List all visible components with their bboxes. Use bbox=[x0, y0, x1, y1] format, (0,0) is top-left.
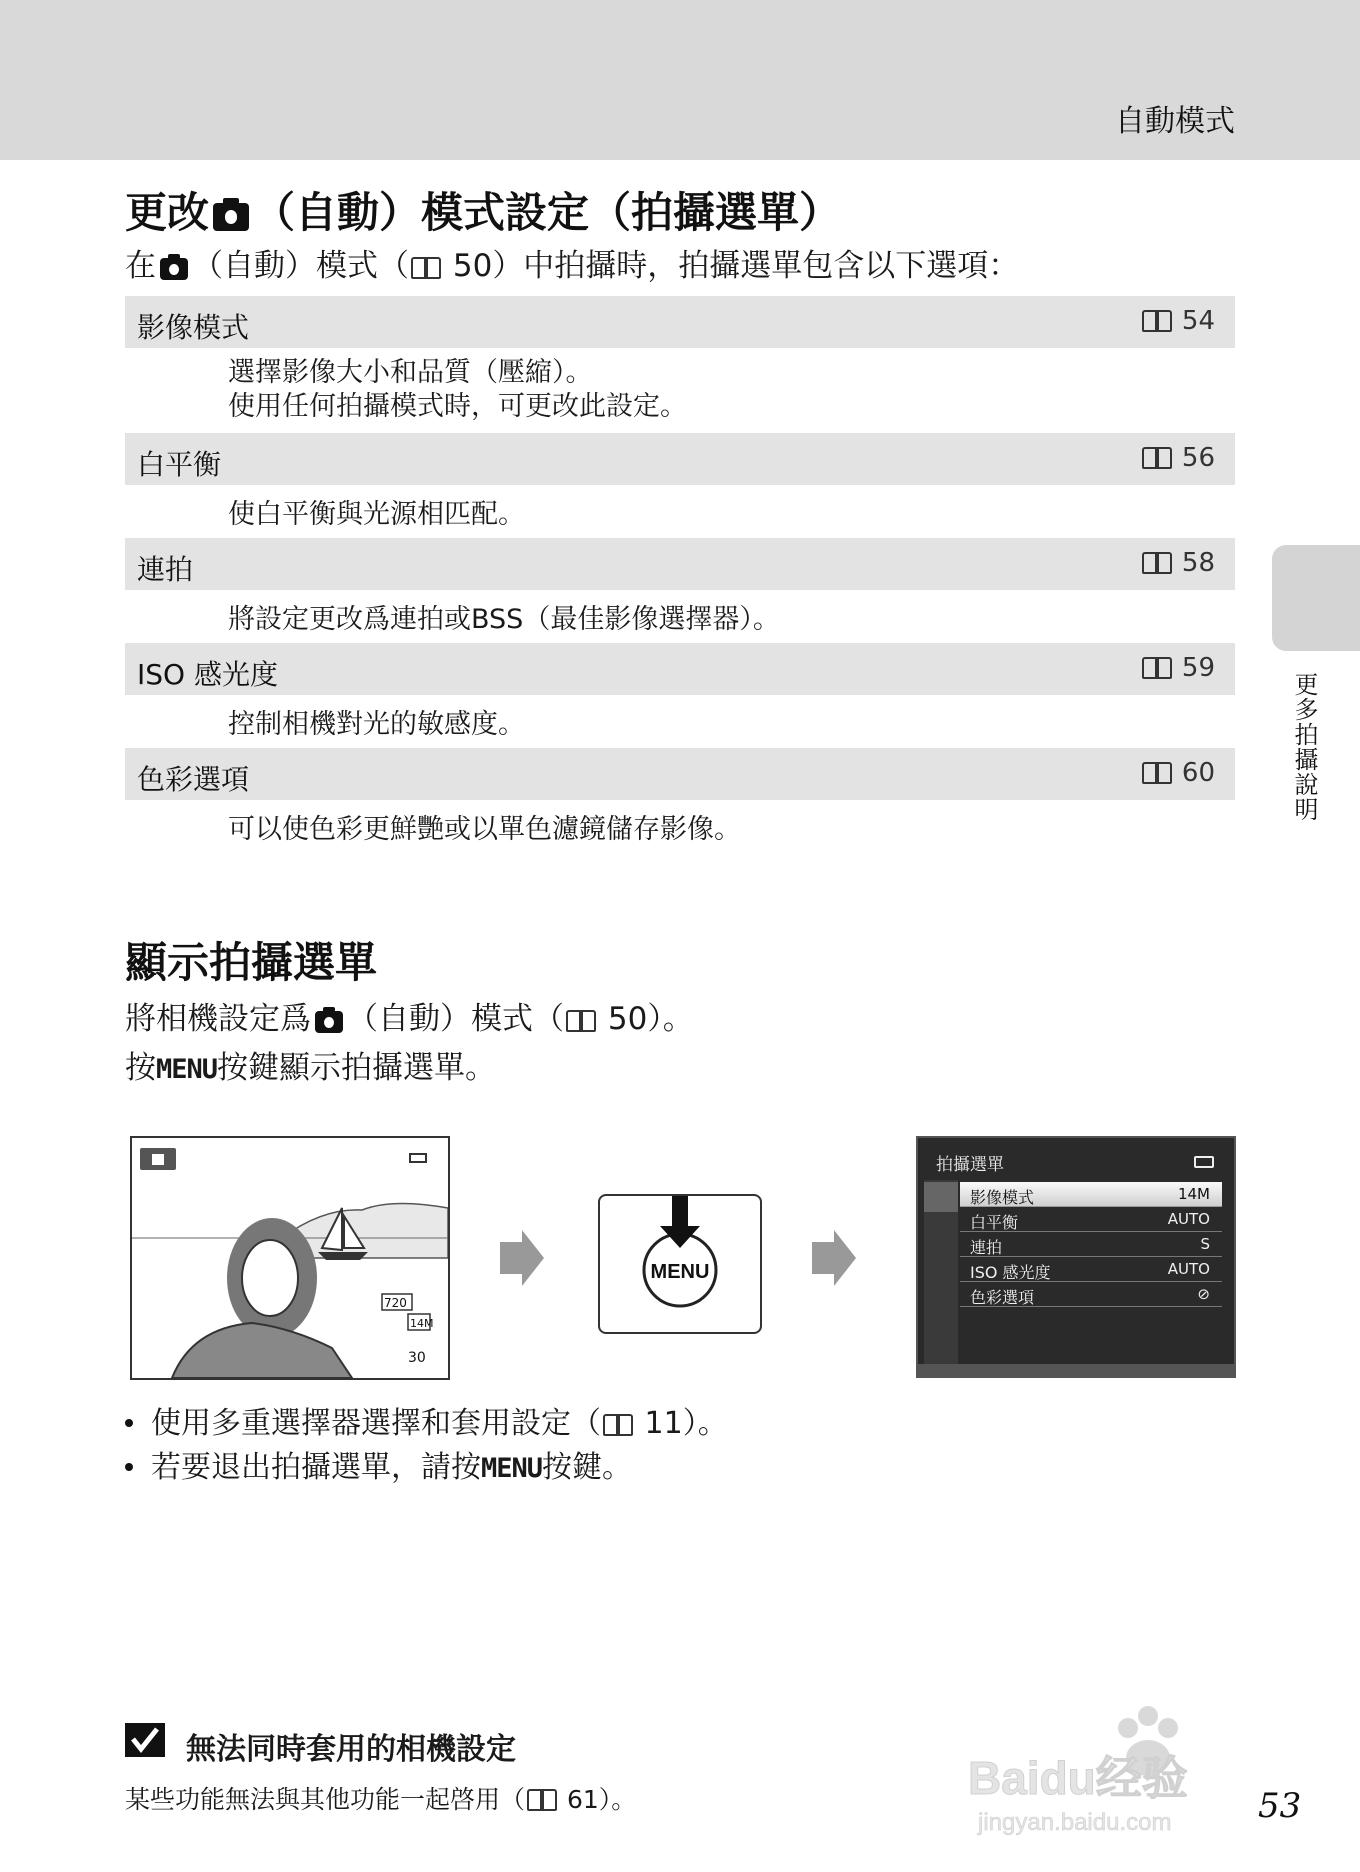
shots-remaining-readout: 30 bbox=[408, 1350, 426, 1366]
menu-button-label: MENU bbox=[650, 1261, 710, 1283]
lcd-footer-bar bbox=[918, 1364, 1234, 1376]
lcd-item-label: ISO 感光度 bbox=[970, 1263, 1051, 1282]
shooting-menu-screen bbox=[916, 1136, 1236, 1378]
option-header-image-mode bbox=[125, 296, 1235, 348]
option-ref-number: 59 bbox=[1181, 653, 1215, 683]
option-name: 白平衡 bbox=[137, 448, 222, 481]
lcd-menu-item bbox=[960, 1257, 1222, 1282]
watermark-brand: Baidu经验 bbox=[968, 1752, 1188, 1804]
option-desc-line: 選擇影像大小和品質（壓縮）。 bbox=[228, 357, 593, 388]
bullet-item bbox=[125, 1442, 632, 1486]
bullet-dot bbox=[125, 1419, 133, 1427]
setup-tab-wrench-icon bbox=[924, 1250, 958, 1280]
lcd-item-label: 色彩選項 bbox=[970, 1288, 1035, 1307]
lcd-menu-item bbox=[960, 1207, 1222, 1232]
option-header-white-balance bbox=[125, 433, 1235, 485]
page-reference-icon bbox=[566, 1010, 596, 1032]
instruction-line-2 bbox=[125, 1042, 496, 1087]
line2-prefix: 按 bbox=[125, 1050, 156, 1086]
option-desc-white-balance: 使白平衡與光源相匹配。 bbox=[228, 499, 525, 530]
option-page-ref bbox=[1140, 758, 1215, 788]
intro-page-ref: 50 bbox=[452, 248, 493, 284]
right-arrow-icon bbox=[500, 1230, 544, 1286]
note-text bbox=[125, 1780, 636, 1816]
option-ref-number: 54 bbox=[1181, 306, 1215, 336]
lcd-menu-item bbox=[960, 1282, 1222, 1307]
shooting-scene-drawing bbox=[132, 1138, 448, 1378]
lcd-item-label: 連拍 bbox=[970, 1238, 1003, 1257]
line1-suffix: ）。 bbox=[647, 1001, 694, 1037]
bullet-text: 若要退出拍攝選單，請按 bbox=[151, 1450, 481, 1485]
lcd-menu-item bbox=[960, 1182, 1222, 1207]
option-ref-number: 56 bbox=[1181, 443, 1215, 473]
option-name: 影像模式 bbox=[137, 311, 250, 344]
instruction-line-1 bbox=[125, 993, 694, 1038]
option-ref-number: 60 bbox=[1181, 758, 1215, 788]
option-desc-iso: 控制相機對光的敏感度。 bbox=[228, 709, 525, 740]
lcd-item-value: S bbox=[1200, 1235, 1210, 1253]
lcd-menu-tabs bbox=[924, 1180, 958, 1368]
baidu-watermark-logo bbox=[968, 1702, 1268, 1842]
page-reference-icon bbox=[1142, 310, 1172, 332]
intro-middle: （自動）模式（ bbox=[192, 248, 409, 284]
line1-middle: （自動）模式（ bbox=[347, 1001, 564, 1037]
line2-suffix: 按鍵顯示拍攝選單。 bbox=[217, 1050, 497, 1086]
intro-prefix: 在 bbox=[125, 248, 156, 284]
section-title-change-settings bbox=[125, 180, 841, 240]
page-reference-icon bbox=[411, 257, 441, 279]
option-page-ref bbox=[1140, 443, 1215, 473]
movie-tab-icon bbox=[924, 1216, 958, 1246]
option-name: 連拍 bbox=[137, 553, 194, 586]
page-reference-icon bbox=[1142, 552, 1172, 574]
menu-button-drawing bbox=[600, 1196, 760, 1332]
option-page-ref bbox=[1140, 548, 1215, 578]
lcd-menu-item bbox=[960, 1232, 1222, 1257]
note-text-body: 某些功能無法與其他功能一起啓用（ bbox=[125, 1785, 526, 1814]
page-reference-icon bbox=[1142, 657, 1172, 679]
line1-page-ref: 50 bbox=[607, 1001, 648, 1037]
movie-size-readout: 720 bbox=[384, 1296, 407, 1310]
option-header-color-options bbox=[125, 748, 1235, 800]
note-text-end: ）。 bbox=[598, 1785, 637, 1814]
note-page-ref: 61 bbox=[566, 1785, 599, 1814]
battery-icon bbox=[410, 1154, 426, 1162]
shooting-tab-camera-icon bbox=[924, 1182, 958, 1212]
lcd-item-label: 影像模式 bbox=[970, 1188, 1035, 1207]
option-page-ref bbox=[1140, 653, 1215, 683]
auto-mode-camera-icon bbox=[160, 258, 188, 280]
menu-button-illustration bbox=[598, 1194, 762, 1334]
right-arrow-icon bbox=[812, 1230, 856, 1286]
line1-prefix: 將相機設定爲 bbox=[125, 1001, 311, 1037]
watermark-url: jingyan.baidu.com bbox=[978, 1809, 1172, 1836]
option-header-continuous bbox=[125, 538, 1235, 590]
option-desc-line: 使用任何拍攝模式時，可更改此設定。 bbox=[228, 391, 687, 422]
page-reference-icon bbox=[527, 1789, 557, 1811]
option-name: 色彩選項 bbox=[137, 763, 250, 796]
section-header-title: 自動模式 bbox=[1115, 104, 1235, 139]
auto-mode-camera-icon bbox=[213, 203, 249, 231]
lcd-item-value: AUTO bbox=[1167, 1210, 1210, 1228]
image-mode-readout: 14M bbox=[410, 1317, 434, 1330]
baidu-paw-logo-icon bbox=[968, 1702, 1268, 1842]
page-number: 53 bbox=[1258, 1786, 1302, 1826]
option-desc-continuous: 將設定更改爲連拍或BSS（最佳影像選擇器）。 bbox=[228, 604, 780, 635]
title-suffix: （自動）模式設定（拍攝選單） bbox=[253, 188, 842, 237]
bullet-text: 使用多重選擇器選擇和套用設定（ bbox=[151, 1406, 601, 1441]
section-intro bbox=[125, 240, 1019, 285]
page-reference-icon bbox=[1142, 447, 1172, 469]
note-title: 無法同時套用的相機設定 bbox=[186, 1732, 516, 1767]
battery-icon bbox=[1194, 1156, 1214, 1168]
page-reference-icon bbox=[1142, 762, 1172, 784]
intro-suffix: ）中拍攝時，拍攝選單包含以下選項： bbox=[492, 248, 1020, 284]
chapter-tab-label: 更多拍攝說明 bbox=[1290, 672, 1318, 822]
menu-button-keyword: MENU bbox=[156, 1054, 218, 1085]
lcd-menu-title: 拍攝選單 bbox=[936, 1155, 1004, 1175]
lcd-item-value: 14M bbox=[1177, 1185, 1210, 1203]
option-header-iso bbox=[125, 643, 1235, 695]
lcd-item-label: 白平衡 bbox=[970, 1213, 1019, 1232]
option-desc-image-mode bbox=[228, 356, 687, 424]
bullet-text-end: ）。 bbox=[682, 1406, 728, 1441]
color-off-icon: ⊘ bbox=[1197, 1285, 1210, 1303]
lcd-item-value: AUTO bbox=[1167, 1260, 1210, 1278]
camera-shooting-screen-illustration bbox=[130, 1136, 450, 1380]
title-prefix: 更改 bbox=[125, 188, 210, 237]
check-note-icon bbox=[125, 1723, 165, 1757]
auto-mode-camera-icon bbox=[315, 1011, 343, 1033]
page-reference-icon bbox=[603, 1414, 633, 1436]
option-page-ref bbox=[1140, 306, 1215, 336]
option-desc-color-options: 可以使色彩更鮮艷或以單色濾鏡儲存影像。 bbox=[228, 814, 741, 845]
chapter-tab bbox=[1272, 545, 1360, 651]
bullet-item bbox=[125, 1398, 728, 1442]
bullet-page-ref: 11 bbox=[644, 1406, 683, 1441]
section-title-display-menu: 顯示拍攝選單 bbox=[125, 938, 378, 987]
bullet-text-end: 按鍵。 bbox=[542, 1450, 633, 1485]
option-ref-number: 58 bbox=[1181, 548, 1215, 578]
bullet-dot bbox=[125, 1463, 133, 1471]
menu-button-keyword: MENU bbox=[481, 1453, 543, 1484]
option-name: ISO 感光度 bbox=[137, 658, 278, 691]
